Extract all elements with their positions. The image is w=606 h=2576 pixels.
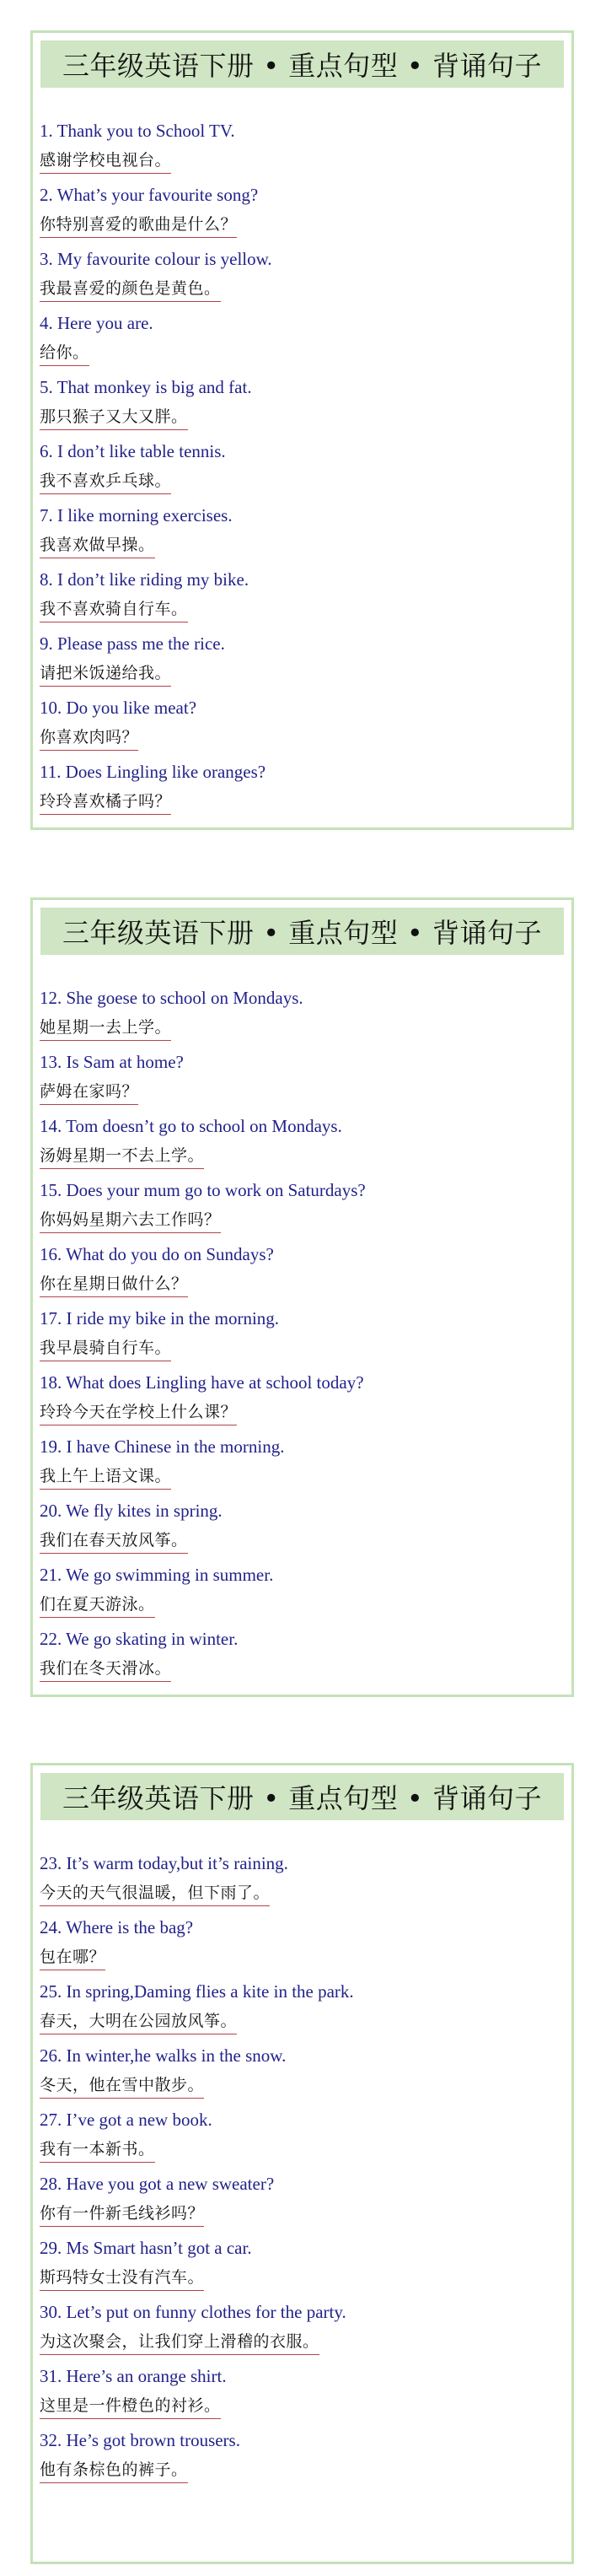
english-sentence: 23. It’s warm today,but it’s raining. <box>40 1853 288 1873</box>
chinese-translation: 我不喜欢乒乓球。 <box>40 470 171 494</box>
sentence-item <box>40 376 565 440</box>
sentence-item <box>40 1852 565 1916</box>
sentence-item <box>40 2237 565 2301</box>
english-sentence: 19. I have Chinese in the morning. <box>40 1436 285 1457</box>
card-title: 三年级英语下册 • 重点句型 • 背诵句子 <box>40 40 564 88</box>
sentence-item <box>40 1372 565 1436</box>
sentence-item <box>40 633 565 697</box>
sentence-list <box>40 987 565 1692</box>
sentence-item <box>40 569 565 633</box>
chinese-translation: 给你。 <box>40 342 89 366</box>
chinese-translation: 她星期一去上学。 <box>40 1016 171 1041</box>
sentence-item <box>40 1115 565 1179</box>
english-sentence: 12. She goese to school on Mondays. <box>40 988 303 1008</box>
sentence-item <box>40 504 565 569</box>
chinese-translation: 我上午上语文课。 <box>40 1465 171 1490</box>
sentence-card-1 <box>30 30 574 830</box>
sentence-card-2 <box>30 897 574 1697</box>
sentence-item <box>40 120 565 184</box>
english-sentence: 9. Please pass me the rice. <box>40 633 225 654</box>
english-sentence: 17. I ride my bike in the morning. <box>40 1308 280 1328</box>
english-sentence: 27. I’ve got a new book. <box>40 2110 212 2130</box>
sentence-item <box>40 312 565 376</box>
chinese-translation: 那只猴子又大又胖。 <box>40 406 188 430</box>
chinese-translation: 请把米饭递给我。 <box>40 662 171 687</box>
sentence-item <box>40 248 565 312</box>
sentence-item <box>40 2045 565 2109</box>
english-sentence: 6. I don’t like table tennis. <box>40 441 226 461</box>
sentence-item <box>40 2301 565 2365</box>
chinese-translation: 你妈妈星期六去工作吗？ <box>40 1209 221 1233</box>
sentence-item <box>40 1307 565 1372</box>
sentence-item <box>40 1436 565 1500</box>
chinese-translation: 包在哪？ <box>40 1946 105 1970</box>
chinese-translation: 你喜欢肉吗？ <box>40 726 138 751</box>
chinese-translation: 玲玲喜欢橘子吗？ <box>40 790 171 815</box>
sentence-item <box>40 440 565 504</box>
sentence-item <box>40 2365 565 2429</box>
chinese-translation: 今天的天气很温暖，但下雨了。 <box>40 1882 270 1906</box>
sentence-item <box>40 1981 565 2045</box>
english-sentence: 16. What do you do on Sundays? <box>40 1244 274 1264</box>
english-sentence: 2. What’s your favourite song? <box>40 185 259 205</box>
english-sentence: 20. We fly kites in spring. <box>40 1501 223 1521</box>
english-sentence: 22. We go skating in winter. <box>40 1629 239 1649</box>
english-sentence: 5. That monkey is big and fat. <box>40 377 252 397</box>
chinese-translation: 我最喜爱的颜色是黄色。 <box>40 278 221 302</box>
sentence-item <box>40 1564 565 1628</box>
sentence-item <box>40 2429 565 2493</box>
sentence-card-3 <box>30 1763 574 2564</box>
english-sentence: 26. In winter,he walks in the snow. <box>40 2045 287 2066</box>
chinese-translation: 我有一本新书。 <box>40 2138 155 2163</box>
sentence-list <box>40 120 565 825</box>
english-sentence: 18. What does Lingling have at school today? <box>40 1372 364 1393</box>
english-sentence: 30. Let’s put on funny clothes for the party. <box>40 2302 346 2322</box>
english-sentence: 10. Do you like meat? <box>40 698 197 718</box>
english-sentence: 4. Here you are. <box>40 313 153 333</box>
chinese-translation: 你在星期日做什么？ <box>40 1273 188 1297</box>
chinese-translation: 们在夏天游泳。 <box>40 1593 155 1618</box>
sentence-item <box>40 987 565 1051</box>
english-sentence: 13. Is Sam at home? <box>40 1052 184 1072</box>
sentence-item <box>40 1179 565 1243</box>
chinese-translation: 玲玲今天在学校上什么课？ <box>40 1401 237 1425</box>
english-sentence: 14. Tom doesn’t go to school on Mondays. <box>40 1116 342 1136</box>
chinese-translation: 我不喜欢骑自行车。 <box>40 598 188 622</box>
chinese-translation: 你有一件新毛线衫吗？ <box>40 2202 204 2227</box>
chinese-translation: 感谢学校电视台。 <box>40 149 171 174</box>
card-title: 三年级英语下册 • 重点句型 • 背诵句子 <box>40 1773 564 1820</box>
english-sentence: 11. Does Lingling like oranges? <box>40 762 266 782</box>
chinese-translation: 春天，大明在公园放风筝。 <box>40 2010 237 2034</box>
english-sentence: 1. Thank you to School TV. <box>40 121 235 141</box>
english-sentence: 21. We go swimming in summer. <box>40 1565 274 1585</box>
sentence-item <box>40 697 565 761</box>
english-sentence: 8. I don’t like riding my bike. <box>40 569 249 590</box>
english-sentence: 28. Have you got a new sweater? <box>40 2174 275 2194</box>
chinese-translation: 他有条棕色的裤子。 <box>40 2459 188 2483</box>
english-sentence: 15. Does your mum go to work on Saturdays? <box>40 1180 366 1200</box>
sentence-list <box>40 1852 565 2493</box>
chinese-translation: 冬天，他在雪中散步。 <box>40 2074 204 2099</box>
chinese-translation: 你特别喜爱的歌曲是什么？ <box>40 213 237 238</box>
sentence-item <box>40 2109 565 2173</box>
chinese-translation: 这里是一件橙色的衬衫。 <box>40 2395 221 2419</box>
card-title: 三年级英语下册 • 重点句型 • 背诵句子 <box>40 908 564 955</box>
english-sentence: 31. Here’s an orange shirt. <box>40 2366 227 2386</box>
english-sentence: 32. He’s got brown trousers. <box>40 2430 240 2450</box>
chinese-translation: 为这次聚会，让我们穿上滑稽的衣服。 <box>40 2331 319 2355</box>
chinese-translation: 我们在春天放风筝。 <box>40 1529 188 1554</box>
chinese-translation: 萨姆在家吗？ <box>40 1081 138 1105</box>
english-sentence: 25. In spring,Daming flies a kite in the park. <box>40 1981 354 2002</box>
chinese-translation: 汤姆星期一不去上学。 <box>40 1145 204 1169</box>
chinese-translation: 我早晨骑自行车。 <box>40 1337 171 1361</box>
english-sentence: 24. Where is the bag? <box>40 1917 194 1937</box>
english-sentence: 7. I like morning exercises. <box>40 505 233 525</box>
chinese-translation: 我喜欢做早操。 <box>40 534 155 558</box>
sentence-item <box>40 1628 565 1692</box>
sentence-item <box>40 1500 565 1564</box>
sentence-item <box>40 761 565 825</box>
sentence-item <box>40 1051 565 1115</box>
sentence-item <box>40 1243 565 1307</box>
sentence-item <box>40 1916 565 1981</box>
english-sentence: 3. My favourite colour is yellow. <box>40 249 272 269</box>
chinese-translation: 斯玛特女士没有汽车。 <box>40 2266 204 2291</box>
sentence-item <box>40 184 565 248</box>
chinese-translation: 我们在冬天滑冰。 <box>40 1657 171 1682</box>
english-sentence: 29. Ms Smart hasn’t got a car. <box>40 2238 252 2258</box>
sentence-item <box>40 2173 565 2237</box>
